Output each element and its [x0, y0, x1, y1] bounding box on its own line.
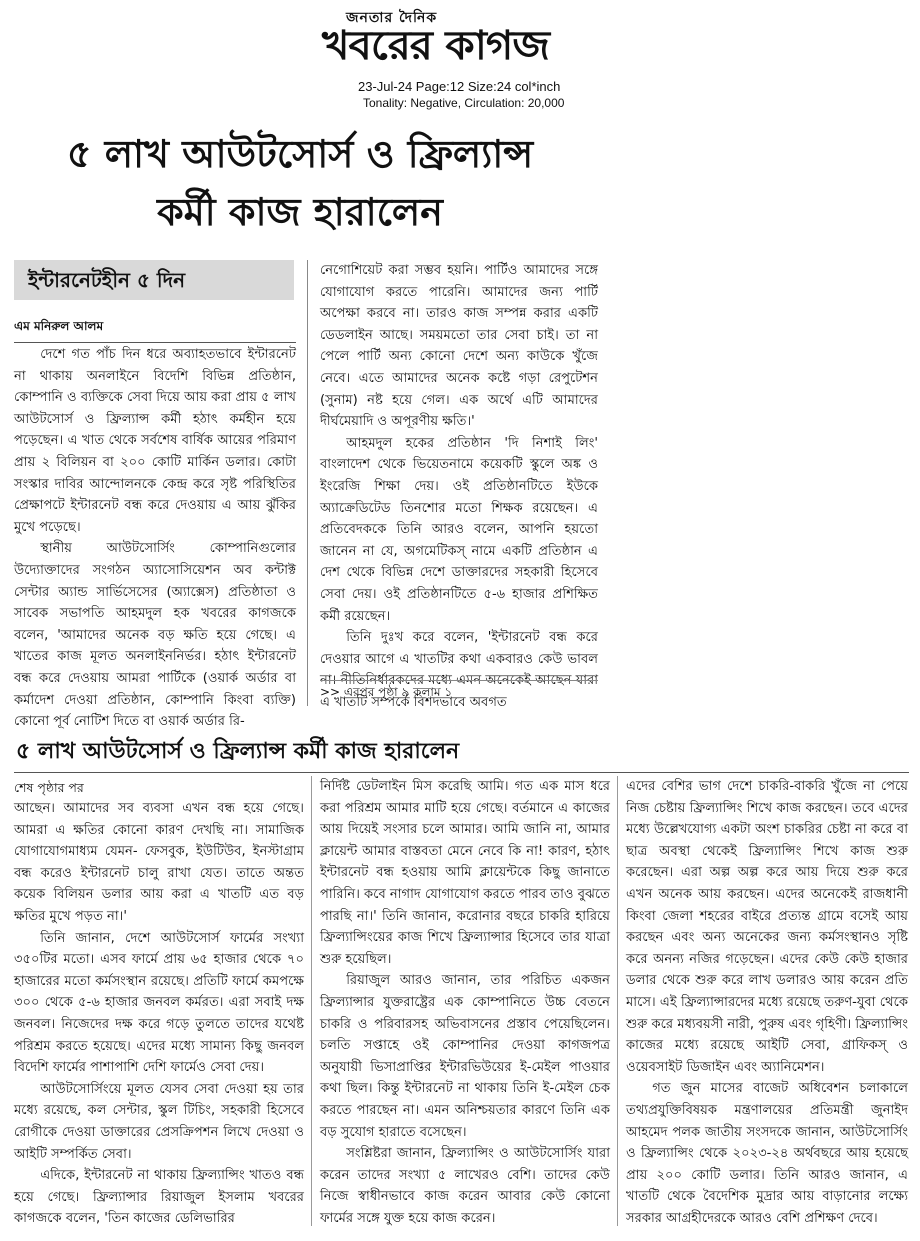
- paragraph: নেগোশিয়েট করা সম্ভব হয়নি। পার্টিও আমাদের সঙ্গে যোগাযোগ করতে পারেনি। আমাদের জন্য পার্টি অপেক্ষা করবে না। তারও কাজ সম্পন্ন করার একটি ডেডলাইন আছে। সময়মতো তার সেবা চাই। তা না পেলে পার্টি অন্য কোনো দেশে অন্য কাউকে খুঁজে নেবে। এতে আমাদের অনেক কষ্টে গড়া রেপুটেশন (সুনাম) নষ্ট হয়ে গেল। এক অর্থে এটি আমাদের দীর্ঘমেয়াদি ও অপূরণীয় ক্ষতি।': [320, 263, 598, 430]
- column-divider: [311, 776, 312, 1226]
- divider: [14, 342, 296, 343]
- headline-line1: ৫ লাখ আউটসোর্স ও ফ্রিল্যান্স: [66, 132, 534, 176]
- jump-headline: ৫ লাখ আউটসোর্স ও ফ্রিল্যান্স কর্মী কাজ হারালেন: [16, 739, 460, 764]
- column-divider: [307, 260, 308, 706]
- paragraph: গত জুন মাসের বাজেট অধিবেশন চলাকালে তথ্যপ্রযুক্তিবিষয়ক মন্ত্রণালয়ের প্রতিমন্ত্রী জুনাইদ আহমেদ পলক জাতীয় সংসদকে জানান, আউটসোর্সিং ও ফ্রিল্যান্সিং থেকে ২০২৩-২৪ অর্থবছরে আয় হয়েছে প্রায় ২০০ কোটি ডলার। তিনি আরও জানান, এ খাতটি থেকে বৈদেশিক মুদ্রার আয় বাড়ানোর লক্ষ্যে সরকার আগ্রহীদেরকে আরও বেশি প্রশিক্ষণ দেবে।: [626, 1081, 908, 1226]
- masthead-name: খবরের কাগজ: [322, 23, 549, 69]
- article-column-1: [14, 344, 296, 730]
- divider: [320, 680, 598, 681]
- column-divider: [617, 776, 618, 1226]
- paragraph: আউটসোর্সিংয়ে মূলত যেসব সেবা দেওয়া হয় তার মধ্যে রয়েছে, কল সেন্টার, স্কুল টিচিং, সহকারী হিসেবে রোগীকে দেওয়া ডাক্তারের প্রেসক্রিপশন লিখে দেওয়া ও আইটি সম্পর্কিত সেবা।: [14, 1081, 304, 1162]
- paragraph: আহমদুল হকের প্রতিষ্ঠান 'দি নিশাই লিং' বাংলাদেশ থেকে ভিয়েতনামে কয়েকটি স্কুলে অঙ্ক ও ইংরেজি শিক্ষা দেয়। ওই প্রতিষ্ঠানটিতে ইউকে অ্যাক্রেডিটেড তিনশোর মতো শিক্ষক রয়েছেন। এ প্রতিবেদককে তিনি আরও বলেন, আপনি হয়তো জানেন না যে, অগমেটিকস্‌ নামে একটি প্রতিষ্ঠান এ দেশ থেকে বিভিন্ন দেশে ডাক্তারদের সহকারী হিসেবে সেবা দেয়। ওই প্রতিষ্ঠানটিতে ৫-৬ হাজার প্রশিক্ষিত কর্মী রয়েছেন।: [320, 435, 598, 624]
- divider: [14, 772, 909, 773]
- clipping-meta-line1: 23-Jul-24 Page:12 Size:24 col*inch: [358, 79, 561, 94]
- jump-column-2: [320, 776, 610, 1228]
- paragraph: আছেন। আমাদের সব ব্যবসা এখন বন্ধ হয়ে গেছে। আমরা এ ক্ষতির কোনো কারণ দেখছি না। সামাজিক যোগাযোগমাধ্যম যেমন- ফেসবুক, ইউটিউব, ইনস্টাগ্রাম বন্ধ করেও ইন্টারনেট চালু রাখা যেত। তাতে অন্তত কয়েক বিলিয়ন ডলার আয় করা এ খাতটি এত বড় ক্ষতির মুখে পড়ত না।': [14, 801, 304, 924]
- jump-column-3: [626, 776, 908, 1228]
- masthead-tagline: জনতার দৈনিক: [346, 10, 438, 26]
- paragraph: এদের বেশির ভাগ দেশে চাকরি-বাকরি খুঁজে না পেয়ে নিজ চেষ্টায় ফ্রিল্যান্সিং শিখে কাজ করছেন। তবে এদের মধ্যে উল্লেখযোগ্য একটা অংশ চাকরির চেষ্টা না করে বা ছাত্র অবস্থা থেকেই ফ্রিল্যান্সিং শিখে কাজ শুরু করেছেন। এরা অল্প অল্প করে আয় দিয়ে শুরু করে এখন অনেক আয় করছেন। এদের অনেকেই রাজধানী কিংবা জেলা শহরের বাইরে প্রত্যন্ত গ্রামে বসেই আয় করছেন এবং অন্য অনেকের জন্য কর্মসংস্থানও সৃষ্টি করে অনন্য নজির গড়েছেন। এদের কেউ কেউ হাজার ডলার থেকে শুরু করে লাখ ডলারও আয় করেন প্রতি মাসে। এই ফ্রিল্যান্সারদের মধ্যে রয়েছে তরুণ-যুবা থেকে শুরু করে মধ্যবয়সী নারী, পুরুষ এবং গৃহিণী। ফ্রিল্যান্সিং কাজের মধ্যে রয়েছে আইটি সেবা, গ্রাফিকস্‌ ও ওয়েবসাইট ডিজাইন এবং অ্যানিমেশন।: [626, 779, 908, 1075]
- paragraph: স্থানীয় আউটসোর্সিং কোম্পানিগুলোর উদ্যোক্তাদের সংগঠন অ্যাসোসিয়েশন অব কন্টাক্ট সেন্টার অ্যান্ড সার্ভিসেসের (অ্যাক্সেস) প্রতিষ্ঠাতা ও সাবেক সভাপতি আহমদুল হক খবরের কাগজকে বলেন, 'আমাদের অনেক বড় ক্ষতি হয়ে গেছে। এ খাতের কাজ মূলত অনলাইননির্ভর। হঠাৎ ইন্টারনেট বন্ধ করে দেওয়ায় আমরা পার্টিকে (ওয়ার্ক অর্ডার বা কর্মাদেশ দেওয়া প্রতিষ্ঠান, কোম্পানি কিংবা ব্যক্তি) কোনো পূর্ব নোটিশ দিতে বা ওয়ার্ক অর্ডার রি-: [14, 541, 296, 730]
- byline: এম মনিরুল আলম: [14, 319, 104, 333]
- paragraph: নির্দিষ্ট ডেটলাইন মিস করেছি আমি। গত এক মাস ধরে করা পরিশ্রম আমার মাটি হয়ে গেছে। বর্তমানে এ কাজের আয় দিয়েই সংসার চলে আমার। আমি জানি না, আমার ক্লায়েন্ট আমার বাস্তবতা মেনে নেবে কি না! কারণ, হঠাৎ ইন্টারনেট বন্ধ হওয়ায় আমি ক্লায়েন্টকে কিছু জানাতে পারিনি। কবে নাগাদ যোগাযোগ করতে পারব তাও বুঝতে পারছি না।' তিনি জানান, করোনার বছরে চাকরি হারিয়ে ফ্রিল্যান্সিংয়ের কাজ শিখে ফ্রিল্যান্সার হিসেবে তার যাত্রা শুরু হয়েছিল।: [320, 779, 610, 967]
- headline-line2: কর্মী কাজ হারালেন: [157, 190, 443, 234]
- continued-note: >> এরপর পৃষ্ঠা ৯ কলাম ১: [320, 685, 453, 699]
- clipping-meta-line2: Tonality: Negative, Circulation: 20,000: [363, 96, 565, 110]
- continued-from-note: শেষ পৃষ্ঠার পর: [14, 780, 84, 795]
- jump-column-1: [14, 798, 304, 1228]
- paragraph: তিনি দুঃখ করে বলেন, 'ইন্টারনেট বন্ধ করে দেওয়ার আগে এ খাতটির কথা একবারও কেউ ভাবল না। নীতিনির্ধারকদের মধ্যে এমন অনেকেই আছেন যারা এ খাতটি সম্পর্কে বিশদভাবে অবগত: [320, 630, 598, 710]
- paragraph: রিয়াজুল আরও জানান, তার পরিচিত একজন ফ্রিল্যান্সার যুক্তরাষ্ট্রের এক কোম্পানিতে উচ্চ বেতনে চাকরি ও পরিবারসহ অভিবাসনের প্রস্তাব পেয়েছিলেন। চলতি সপ্তাহে ওই কোম্পানির দেওয়া কাগজপত্র অনুযায়ী ভিসাপ্রাপ্তির ইন্টারভিউয়ের ই-মেইল পাওয়ার কথা ছিল। কিন্তু ইন্টারনেট না থাকায় তিনি ই-মেইল চেক করতে পারছেন না। এমন অনিশ্চয়তার কারণে তিনি এক বড় সুযোগ হারাতে বসেছেন।: [320, 973, 610, 1140]
- paragraph: সংশ্লিষ্টরা জানান, ফ্রিল্যান্সিং ও আউটসোর্সিং যারা করেন তাদের সংখ্যা ৫ লাখেরও বেশি। তাদের কেউ নিজে স্বাধীনভাবে কাজ করেন আবার কেউ কোনো ফার্মের সঙ্গে যুক্ত হয়ে কাজ করেন।: [320, 1146, 610, 1226]
- paragraph: দেশে গত পাঁচ দিন ধরে অব্যাহতভাবে ইন্টারনেট না থাকায় অনলাইনে বিদেশি বিভিন্ন প্রতিষ্ঠান, কোম্পানি ও ব্যক্তিকে সেবা দিয়ে আয় করা প্রায় ৫ লাখ আউটসোর্স ও ফ্রিল্যান্স কর্মী হঠাৎ কর্মহীন হয়ে পড়েছেন। এ খাত থেকে সর্বশেষ বার্ষিক আয়ের পরিমাণ প্রায় ২ বিলিয়ন বা ২০০ কোটি মার্কিন ডলার। কোটা সংস্কার দাবির আন্দোলনকে কেন্দ্র করে সৃষ্ট পরিস্থিতির প্রেক্ষাপটে ইন্টারনেট বন্ধ করে দেওয়ায় এ আয় ঝুঁকির মুখে পড়েছে।: [14, 347, 296, 535]
- paragraph: তিনি জানান, দেশে আউটসোর্স ফার্মের সংখ্যা ৩৫০টির মতো। এসব ফার্মে প্রায় ৬৫ হাজার থেকে ৭০ হাজারের মতো কর্মসংস্থান রয়েছে। প্রতিটি ফার্মে কমপক্ষে ৩০০ থেকে ৫-৬ হাজার জনবল কর্মরত। এরা সবাই দক্ষ জনবল। নিজেদের দক্ষ করে গড়ে তুলতে তাদের যথেষ্ট পরিশ্রম করতে হয়েছে। এদের মধ্যে সামান্য কিছু জনবল বিদেশি ফার্মের পাশাপাশি দেশি ফার্মেও সেবা দেয়।: [14, 930, 304, 1076]
- paragraph: এদিকে, ইন্টারনেট না থাকায় ফ্রিল্যান্সিং খাতও বন্ধ হয়ে গেছে। ফ্রিল্যান্সার রিয়াজুল ইসলাম খবরের কাগজকে বলেন, 'তিন কাজের ডেলিভারির: [14, 1168, 304, 1227]
- subhead: ইন্টারনেটহীন ৫ দিন: [28, 268, 186, 292]
